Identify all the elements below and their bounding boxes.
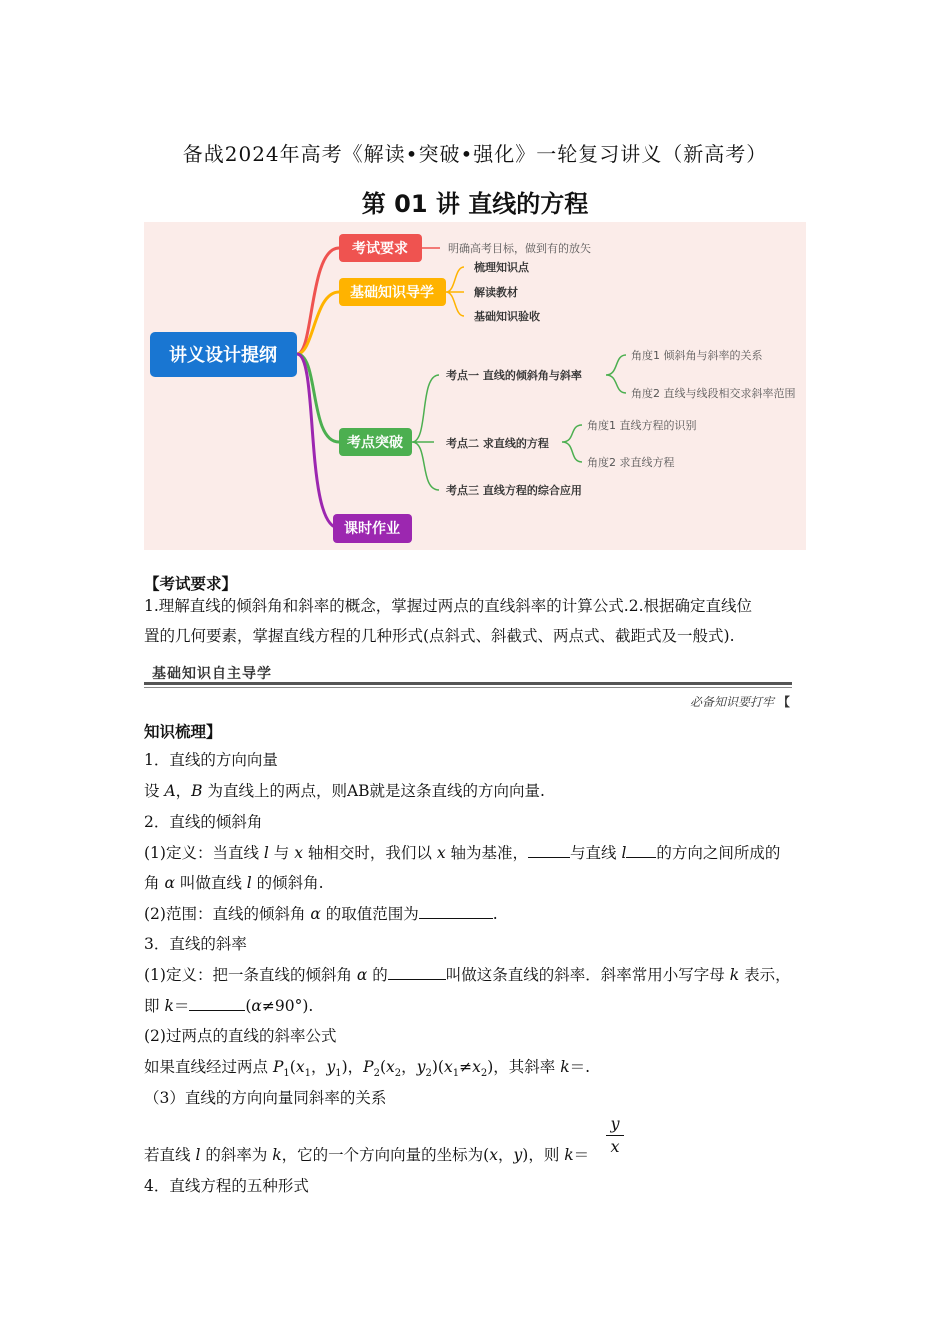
banner-title: 基础知识自主导学 — [152, 666, 272, 682]
mindmap-branch-homework: 课时作业 — [344, 521, 400, 537]
mindmap-exam-note: 明确高考目标，做到有的放矢 — [448, 242, 591, 255]
mindmap-point-2-angle: 角度2 求直线方程 — [587, 456, 675, 469]
blank — [388, 965, 446, 980]
banner-subtitle: 必备知识要打牢 【 — [690, 695, 790, 709]
mindmap-point-2: 考点二 求直线的方程 — [446, 437, 549, 450]
mindmap-branch-points: 考点突破 — [347, 435, 403, 451]
section-heading: 4．直线方程的五种形式 — [144, 1177, 309, 1195]
section-banner — [144, 660, 792, 690]
paragraph: 设 A，B 为直线上的两点，则AB就是这条直线的方向向量. — [144, 782, 545, 800]
mindmap-branch-exam: 考试要求 — [352, 241, 408, 257]
mindmap-outline — [144, 222, 806, 550]
mindmap-basic-item: 基础知识验收 — [474, 310, 540, 323]
page-title: 第 01 讲 直线的方程 — [361, 190, 589, 218]
section-heading: 1．直线的方向向量 — [144, 751, 278, 769]
mindmap-point-1: 考点一 直线的倾斜角与斜率 — [446, 369, 582, 382]
mindmap-branch-basic: 基础知识导学 — [350, 285, 434, 301]
blank — [189, 996, 245, 1011]
mindmap-point-3: 考点三 直线方程的综合应用 — [446, 484, 582, 497]
exam-text-line: 1.理解直线的倾斜角和斜率的概念，掌握过两点的直线斜率的计算公式.2.根据确定直线位 — [144, 597, 753, 615]
blank — [528, 843, 570, 858]
mindmap-point-1-angle: 角度2 直线与线段相交求斜率范围 — [631, 387, 796, 400]
knowledge-heading: 知识梳理】 — [144, 723, 222, 741]
fraction-y-over-x: y x — [606, 1114, 624, 1157]
paragraph: (1)定义：当直线 l 与 x 轴相交时，我们以 x 轴为基准， 与直线 l 的方向之间所成的 — [144, 844, 781, 862]
paragraph: (2)范围：直线的倾斜角 α 的取值范围为 . — [144, 905, 498, 923]
section-heading: 2．直线的倾斜角 — [144, 813, 263, 831]
blank — [419, 904, 493, 919]
mindmap-root-label: 讲义设计提纲 — [169, 345, 277, 366]
paragraph: 如果直线经过两点 $P_1(x_1$，$y_1$)，$P_2(x_2$，$y_2)(x_1\ne x_2)$，其斜率 k＝. — [144, 1058, 591, 1080]
mindmap-basic-item: 梳理知识点 — [474, 261, 529, 274]
mindmap-point-1-angle: 角度1 倾斜角与斜率的关系 — [631, 349, 763, 362]
paragraph: （3）直线的方向向量同斜率的关系 — [144, 1089, 387, 1107]
blank — [626, 843, 656, 858]
paragraph: 若直线 l 的斜率为 k，它的一个方向向量的坐标为(x，y)，则 k＝ — [144, 1146, 590, 1164]
paragraph: 即 k＝ (α≠90°). — [144, 997, 314, 1015]
exam-text-line: 置的几何要素，掌握直线方程的几种形式(点斜式、斜截式、两点式、截距式及一般式). — [144, 627, 735, 645]
section-heading: 3．直线的斜率 — [144, 935, 247, 953]
exam-heading: 【考试要求】 — [144, 575, 238, 593]
mindmap-basic-item: 解读教材 — [474, 286, 518, 299]
paragraph: 角 α 叫做直线 l 的倾斜角. — [144, 874, 324, 892]
document-header: 备战2024年高考《解读•突破•强化》一轮复习讲义（新高考） — [182, 142, 768, 166]
paragraph: (2)过两点的直线的斜率公式 — [144, 1027, 337, 1045]
paragraph: (1)定义：把一条直线的倾斜角 α 的 叫做这条直线的斜率．斜率常用小写字母 k 表示， — [144, 966, 791, 984]
mindmap-point-2-angle: 角度1 直线方程的识别 — [587, 419, 697, 432]
